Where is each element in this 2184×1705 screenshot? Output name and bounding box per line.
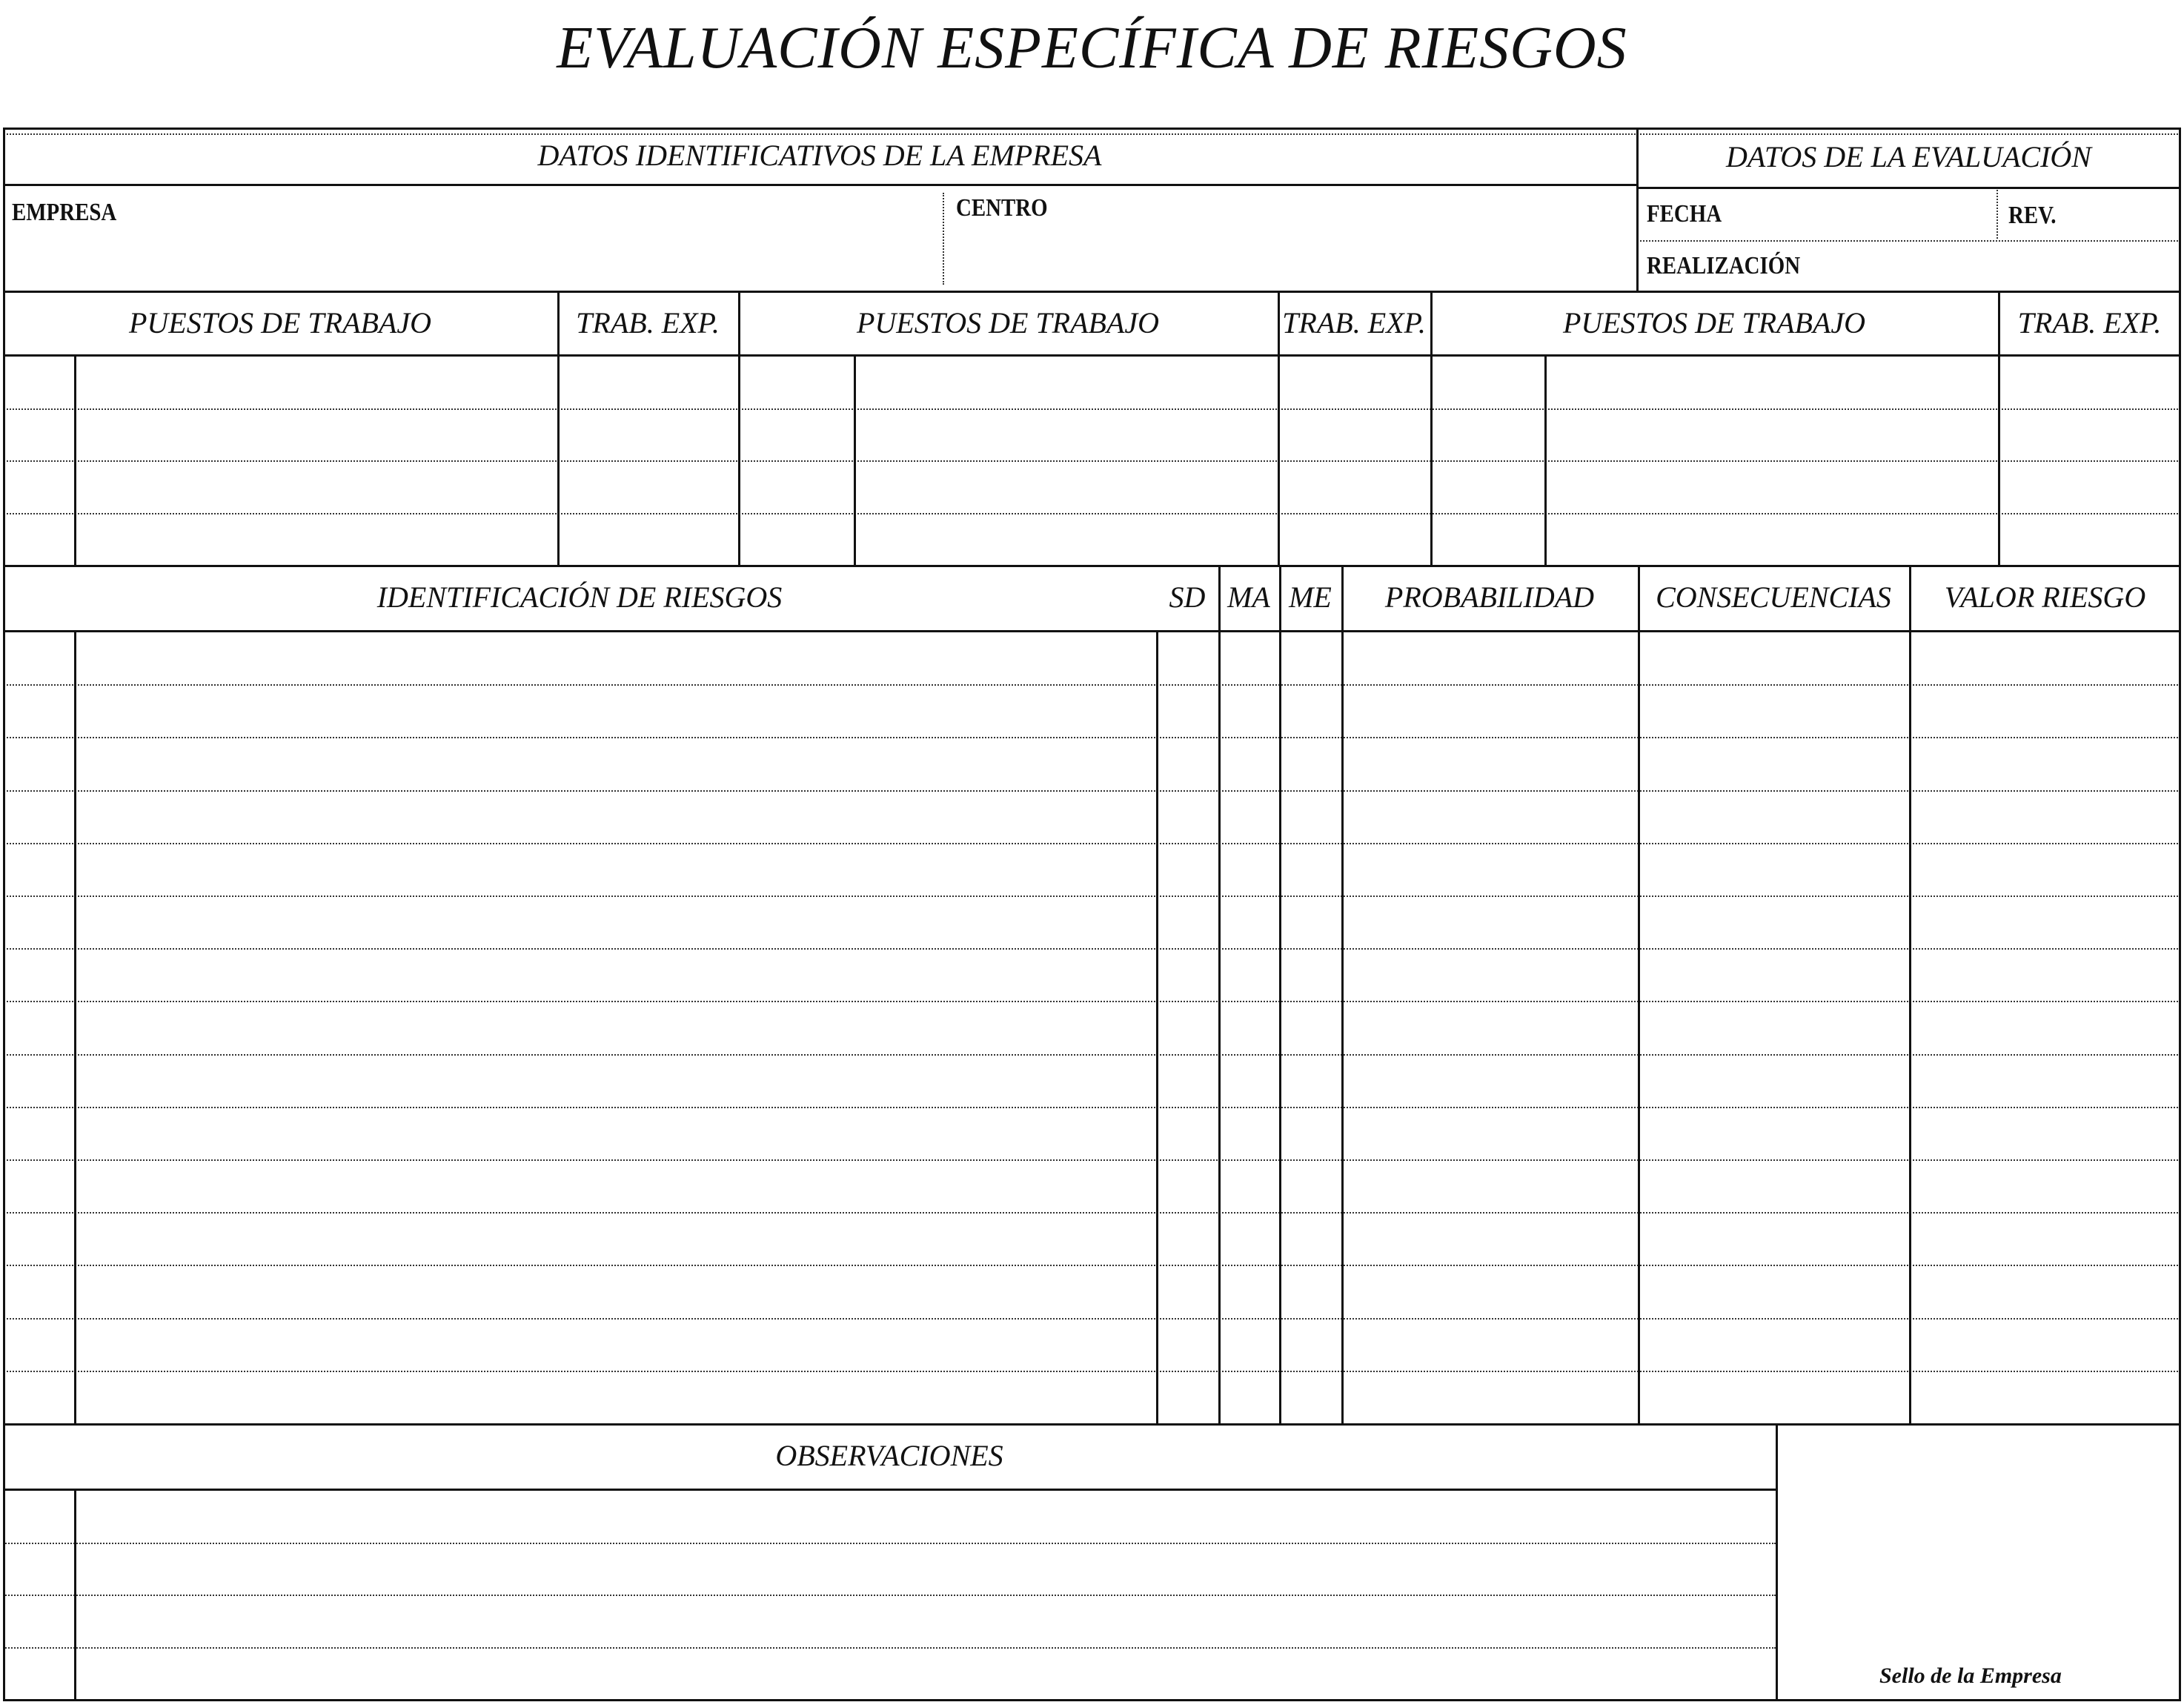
riesgo-row-cell[interactable]	[1221, 1266, 1278, 1316]
riesgo-row-cell[interactable]	[1344, 633, 1637, 683]
riesgo-row-cell[interactable]	[76, 738, 1155, 788]
riesgo-row-cell[interactable]	[1281, 686, 1341, 735]
puestos-header-2: PUESTOS DE TRABAJO	[856, 306, 1160, 340]
puestos-row-cell[interactable]	[740, 462, 853, 512]
riesgo-row-cell[interactable]	[76, 1056, 1155, 1105]
puestos-row-cell[interactable]	[76, 514, 557, 564]
riesgo-row-cell[interactable]	[1640, 897, 1908, 947]
puestos-number-col-line	[74, 354, 76, 565]
riesgo-row-cell[interactable]	[1640, 950, 1908, 999]
riesgo-row-cell[interactable]	[1281, 1372, 1341, 1422]
riesgo-row-cell[interactable]	[5, 1214, 73, 1263]
observacion-row-cell[interactable]	[5, 1492, 73, 1541]
puestos-row-cell[interactable]	[1433, 410, 1544, 460]
evaluacion-section-header: DATOS DE LA EVALUACIÓN	[1726, 140, 2091, 173]
riesgo-row-cell[interactable]	[1640, 1161, 1908, 1211]
riesgo-row-cell[interactable]	[1221, 1056, 1278, 1105]
riesgo-row-cell[interactable]	[1281, 1108, 1341, 1158]
riesgo-row-cell[interactable]	[1344, 1214, 1637, 1263]
riesgo-row-cell[interactable]	[1640, 1056, 1908, 1105]
riesgo-row-cell[interactable]	[1158, 950, 1218, 999]
riesgo-row-cell[interactable]	[1221, 1161, 1278, 1211]
riesgo-row-cell[interactable]	[1911, 633, 2180, 683]
puestos-row-cell[interactable]	[1280, 514, 1430, 564]
puestos-row-cell[interactable]	[2000, 357, 2180, 407]
riesgo-row-cell[interactable]	[1158, 1056, 1218, 1105]
riesgo-row-cell[interactable]	[1221, 1214, 1278, 1263]
puestos-row-cell[interactable]	[76, 462, 557, 512]
consecuencias-header: CONSECUENCIAS	[1656, 580, 1891, 614]
observaciones-header-divider	[3, 1489, 1776, 1491]
puestos-row-cell[interactable]	[740, 410, 853, 460]
riesgo-row-cell[interactable]	[1640, 1214, 1908, 1263]
puestos-row-cell[interactable]	[856, 462, 1277, 512]
trab-exp-header-2: TRAB. EXP.	[1282, 306, 1426, 340]
riesgo-row-cell[interactable]	[5, 1372, 73, 1422]
puestos-row-cell[interactable]	[1280, 357, 1430, 407]
riesgo-row-cell[interactable]	[1158, 738, 1218, 788]
stamp-left-border	[1776, 1423, 1778, 1699]
riesgo-row-cell[interactable]	[1640, 844, 1908, 894]
observacion-row-cell[interactable]	[76, 1596, 1775, 1646]
riesgo-row-cell[interactable]	[1221, 1108, 1278, 1158]
riesgo-row-cell[interactable]	[1221, 686, 1278, 735]
puestos-row-cell[interactable]	[1547, 410, 1997, 460]
riesgo-row-cell[interactable]	[1344, 950, 1637, 999]
riesgo-row-cell[interactable]	[1344, 844, 1637, 894]
probabilidad-header: PROBABILIDAD	[1384, 580, 1595, 614]
riesgo-row-cell[interactable]	[1158, 1002, 1218, 1052]
riesgo-row-cell[interactable]	[1221, 844, 1278, 894]
riesgo-row-cell[interactable]	[5, 1161, 73, 1211]
riesgo-row-cell[interactable]	[1911, 1108, 2180, 1158]
riesgo-row-cell[interactable]	[1281, 1161, 1341, 1211]
puestos-row-cell[interactable]	[856, 357, 1277, 407]
evaluacion-left-border	[1636, 128, 1639, 291]
stamp-label: Sello de la Empresa	[1879, 1663, 2062, 1688]
riesgo-row-cell[interactable]	[5, 633, 73, 683]
rev-label: REV.	[2008, 202, 2057, 229]
puestos-col-line	[1278, 291, 1280, 565]
centro-field[interactable]	[1067, 190, 1630, 286]
riesgos-col-line	[1341, 566, 1344, 1423]
riesgo-row-cell[interactable]	[5, 686, 73, 735]
riesgo-row-cell[interactable]	[1281, 1266, 1341, 1316]
form-bottom-border	[3, 1699, 2181, 1701]
riesgo-row-cell[interactable]	[5, 738, 73, 788]
rev-field[interactable]	[2068, 191, 2179, 236]
riesgo-row-cell[interactable]	[1344, 1372, 1637, 1422]
trab-exp-header-1: TRAB. EXP.	[576, 306, 720, 340]
riesgos-number-col-line	[74, 630, 76, 1423]
puestos-col-line	[1998, 291, 2000, 565]
puestos-row-cell[interactable]	[1433, 357, 1544, 407]
puestos-row-cell[interactable]	[2000, 462, 2180, 512]
riesgo-row-cell[interactable]	[1221, 897, 1278, 947]
riesgo-row-cell[interactable]	[1911, 844, 2180, 894]
riesgo-row-cell[interactable]	[1911, 950, 2180, 999]
empresa-label: EMPRESA	[12, 199, 117, 226]
centro-label: CENTRO	[956, 194, 1048, 222]
puestos-header-1: PUESTOS DE TRABAJO	[128, 306, 432, 340]
riesgo-row-cell[interactable]	[1281, 1002, 1341, 1052]
trab-exp-header-3: TRAB. EXP.	[2017, 306, 2162, 340]
riesgo-row-cell[interactable]	[1158, 1266, 1218, 1316]
riesgo-row-cell[interactable]	[1911, 1161, 2180, 1211]
riesgo-row-cell[interactable]	[1911, 1056, 2180, 1105]
riesgo-row-cell[interactable]	[1640, 1002, 1908, 1052]
riesgo-row-cell[interactable]	[1281, 792, 1341, 841]
riesgo-row-cell[interactable]	[1640, 686, 1908, 735]
observacion-row-cell[interactable]	[76, 1492, 1775, 1541]
riesgo-row-cell[interactable]	[1281, 844, 1341, 894]
riesgos-col-line	[1909, 566, 1911, 1423]
ma-header: MA	[1227, 580, 1270, 614]
puestos-col-line	[557, 291, 560, 565]
riesgo-row-cell[interactable]	[76, 844, 1155, 894]
riesgo-row-cell[interactable]	[1344, 738, 1637, 788]
riesgos-col-line	[1638, 566, 1640, 1423]
riesgo-row-cell[interactable]	[1911, 792, 2180, 841]
observacion-row-cell[interactable]	[76, 1649, 1775, 1698]
riesgo-row-cell[interactable]	[5, 844, 73, 894]
riesgo-row-cell[interactable]	[76, 1108, 1155, 1158]
riesgo-row-cell[interactable]	[1911, 1372, 2180, 1422]
riesgo-row-cell[interactable]	[1640, 633, 1908, 683]
puestos-header-3: PUESTOS DE TRABAJO	[1562, 306, 1866, 340]
riesgo-row-cell[interactable]	[1911, 897, 2180, 947]
form-right-border	[2179, 128, 2181, 1701]
page-title: EVALUACIÓN ESPECÍFICA DE RIESGOS	[557, 16, 1627, 81]
riesgo-row-cell[interactable]	[76, 1372, 1155, 1422]
puestos-col-line	[738, 291, 740, 565]
riesgo-row-cell[interactable]	[1221, 792, 1278, 841]
riesgo-row-cell[interactable]	[1640, 1108, 1908, 1158]
riesgo-row-cell[interactable]	[1911, 1214, 2180, 1263]
riesgo-row-cell[interactable]	[1911, 1320, 2180, 1369]
riesgo-row-cell[interactable]	[1911, 686, 2180, 735]
puestos-row-cell[interactable]	[5, 410, 73, 460]
observacion-row-cell[interactable]	[5, 1544, 73, 1594]
puestos-row-cell[interactable]	[1433, 514, 1544, 564]
form-left-border	[3, 128, 5, 1701]
evaluacion-header-divider	[1636, 187, 2181, 189]
empresa-field[interactable]	[148, 190, 934, 286]
riesgo-row-cell[interactable]	[5, 1056, 73, 1105]
company-stamp-area[interactable]	[1779, 1426, 2180, 1701]
riesgos-col-line	[1279, 566, 1281, 1423]
puestos-row-cell[interactable]	[740, 514, 853, 564]
riesgo-row-cell[interactable]	[1221, 738, 1278, 788]
riesgo-row-cell[interactable]	[1640, 1320, 1908, 1369]
empresa-section-header: DATOS IDENTIFICATIVOS DE LA EMPRESA	[537, 139, 1102, 172]
riesgo-row-cell[interactable]	[1911, 1266, 2180, 1316]
riesgo-row-cell[interactable]	[1640, 738, 1908, 788]
observacion-row-cell[interactable]	[5, 1649, 73, 1698]
riesgos-col-line	[1218, 566, 1221, 1423]
riesgo-row-cell[interactable]	[1281, 950, 1341, 999]
puestos-row-cell[interactable]	[76, 410, 557, 460]
valor-riesgo-header: VALOR RIESGO	[1944, 580, 2146, 614]
riesgo-row-cell[interactable]	[76, 897, 1155, 947]
riesgo-row-cell[interactable]	[1158, 686, 1218, 735]
riesgo-row-cell[interactable]	[1344, 1161, 1637, 1211]
riesgos-col-line	[1156, 630, 1158, 1423]
riesgo-row-cell[interactable]	[1158, 633, 1218, 683]
riesgo-row-cell[interactable]	[76, 686, 1155, 735]
riesgo-row-cell[interactable]	[5, 950, 73, 999]
riesgo-row-cell[interactable]	[76, 1266, 1155, 1316]
realizacion-label: REALIZACIÓN	[1647, 252, 1801, 279]
puestos-row-cell[interactable]	[856, 410, 1277, 460]
puestos-number-col-line	[854, 354, 856, 565]
puestos-row-cell[interactable]	[1547, 357, 1997, 407]
riesgo-row-cell[interactable]	[1158, 844, 1218, 894]
puestos-row-cell[interactable]	[2000, 514, 2180, 564]
observaciones-header: OBSERVACIONES	[775, 1439, 1003, 1472]
riesgo-row-cell[interactable]	[1158, 897, 1218, 947]
riesgo-row-cell[interactable]	[1344, 1056, 1637, 1105]
puestos-header-divider	[3, 354, 2181, 357]
riesgo-row-cell[interactable]	[1344, 1002, 1637, 1052]
riesgo-row-cell[interactable]	[1640, 1372, 1908, 1422]
puestos-row-cell[interactable]	[1433, 462, 1544, 512]
riesgo-row-cell[interactable]	[1221, 633, 1278, 683]
riesgo-row-cell[interactable]	[1158, 1214, 1218, 1263]
riesgo-row-cell[interactable]	[76, 950, 1155, 999]
puestos-row-cell[interactable]	[740, 357, 853, 407]
puestos-row-cell[interactable]	[560, 462, 737, 512]
riesgo-row-cell[interactable]	[1344, 792, 1637, 841]
riesgo-row-cell[interactable]	[5, 1320, 73, 1369]
riesgo-row-cell[interactable]	[76, 1214, 1155, 1263]
riesgo-row-cell[interactable]	[1158, 792, 1218, 841]
riesgo-row-cell[interactable]	[1158, 1372, 1218, 1422]
riesgo-row-cell[interactable]	[1344, 1266, 1637, 1316]
riesgo-row-cell[interactable]	[76, 1320, 1155, 1369]
riesgo-row-cell[interactable]	[76, 1002, 1155, 1052]
me-header: ME	[1289, 580, 1332, 614]
riesgos-header-divider	[3, 630, 2181, 632]
riesgo-row-cell[interactable]	[1281, 1214, 1341, 1263]
fecha-row-divider	[1636, 240, 2181, 242]
rev-divider	[1997, 190, 1998, 239]
riesgo-row-cell[interactable]	[1221, 1372, 1278, 1422]
riesgo-row-cell[interactable]	[76, 792, 1155, 841]
riesgo-row-cell[interactable]	[1281, 633, 1341, 683]
puestos-row-cell[interactable]	[2000, 410, 2180, 460]
riesgo-row-cell[interactable]	[1221, 1002, 1278, 1052]
riesgo-row-cell[interactable]	[5, 1002, 73, 1052]
observaciones-number-col-line	[74, 1489, 76, 1699]
puestos-row-cell[interactable]	[1280, 410, 1430, 460]
empresa-header-divider	[3, 184, 1636, 186]
puestos-row-cell[interactable]	[76, 357, 557, 407]
riesgo-row-cell[interactable]	[5, 1266, 73, 1316]
riesgo-row-cell[interactable]	[1640, 1266, 1908, 1316]
riesgo-row-cell[interactable]	[1344, 1320, 1637, 1369]
riesgo-row-cell[interactable]	[1158, 1320, 1218, 1369]
centro-divider	[943, 193, 944, 285]
riesgo-row-cell[interactable]	[1158, 1161, 1218, 1211]
riesgo-row-cell[interactable]	[1344, 897, 1637, 947]
riesgo-row-cell[interactable]	[5, 1108, 73, 1158]
realizacion-field[interactable]	[1830, 242, 2179, 286]
riesgo-row-cell[interactable]	[1640, 792, 1908, 841]
puestos-row-cell[interactable]	[5, 462, 73, 512]
puestos-row-cell[interactable]	[5, 357, 73, 407]
riesgo-row-cell[interactable]	[1281, 1056, 1341, 1105]
riesgo-row-cell[interactable]	[1221, 950, 1278, 999]
riesgo-row-cell[interactable]	[1221, 1320, 1278, 1369]
riesgo-row-cell[interactable]	[76, 1161, 1155, 1211]
puestos-row-cell[interactable]	[1280, 462, 1430, 512]
puestos-number-col-line	[1544, 354, 1547, 565]
riesgo-row-cell[interactable]	[1281, 738, 1341, 788]
puestos-col-line	[1430, 291, 1433, 565]
puestos-row-cell[interactable]	[1547, 514, 1997, 564]
riesgo-row-cell[interactable]	[5, 897, 73, 947]
riesgo-row-cell[interactable]	[1911, 738, 2180, 788]
puestos-row-cell[interactable]	[5, 514, 73, 564]
riesgo-row-cell[interactable]	[5, 792, 73, 841]
riesgo-row-cell[interactable]	[1158, 1108, 1218, 1158]
sd-header: SD	[1169, 580, 1206, 614]
riesgo-row-cell[interactable]	[1911, 1002, 2180, 1052]
riesgo-row-cell[interactable]	[1281, 1320, 1341, 1369]
puestos-row-cell[interactable]	[1547, 462, 1997, 512]
identificacion-header: IDENTIFICACIÓN DE RIESGOS	[376, 580, 783, 614]
puestos-row-cell[interactable]	[560, 357, 737, 407]
fecha-label: FECHA	[1647, 200, 1722, 228]
puestos-row-cell[interactable]	[560, 410, 737, 460]
observacion-row-cell[interactable]	[76, 1544, 1775, 1594]
puestos-row-cell[interactable]	[560, 514, 737, 564]
fecha-field[interactable]	[1734, 191, 1994, 236]
observacion-row-cell[interactable]	[5, 1596, 73, 1646]
puestos-row-cell[interactable]	[856, 514, 1277, 564]
riesgo-row-cell[interactable]	[1281, 897, 1341, 947]
riesgo-row-cell[interactable]	[1344, 1108, 1637, 1158]
riesgo-row-cell[interactable]	[1344, 686, 1637, 735]
riesgo-row-cell[interactable]	[76, 633, 1155, 683]
